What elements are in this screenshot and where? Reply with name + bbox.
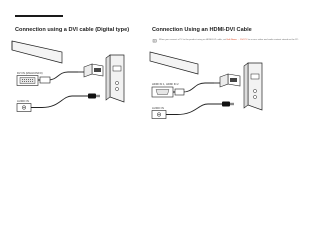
right-audio-port-label: AUDIO IN	[152, 107, 164, 110]
left-audio-cable	[31, 96, 88, 108]
right-note-highlight: Edit Name → DVI PC	[226, 39, 248, 41]
right-audio-plug-icon	[222, 102, 234, 107]
left-dvi-port-icon	[17, 76, 38, 86]
left-dvi-port-label: DVI IN (MAGICINFO)	[17, 72, 43, 75]
right-section-title: Connection Using an HDMI-DVI Cable	[152, 27, 252, 33]
right-hdmi-port-icon	[152, 87, 173, 97]
right-audio-cable	[166, 104, 222, 115]
right-hdmi-port-label: HDMI IN 1, HDMI IN 2	[152, 83, 179, 86]
right-note-suffix: to access video and audio content stored on the PC.	[248, 39, 299, 41]
left-audio-port-label: AUDIO IN	[17, 100, 29, 103]
left-dvi-plug-icon	[40, 77, 50, 83]
left-dvi-pc-plug-icon	[84, 64, 103, 77]
left-pc-tower-icon	[106, 55, 124, 102]
right-dvi-pc-plug-icon	[220, 74, 240, 87]
right-note-prefix: When you connect a PC to the product using an HDMI-DVI cable, set	[159, 39, 226, 41]
note-pencil-icon	[153, 40, 156, 43]
right-pc-tower-icon	[244, 63, 262, 110]
right-hdmi-plug-icon	[175, 89, 184, 95]
left-audio-plug-icon	[88, 94, 100, 99]
left-section-title: Connection using a DVI cable (Digital type)	[15, 27, 130, 33]
right-audio-port-icon	[152, 111, 166, 119]
left-audio-port-icon	[17, 104, 31, 112]
left-display-icon	[12, 41, 62, 63]
right-display-icon	[150, 52, 198, 74]
